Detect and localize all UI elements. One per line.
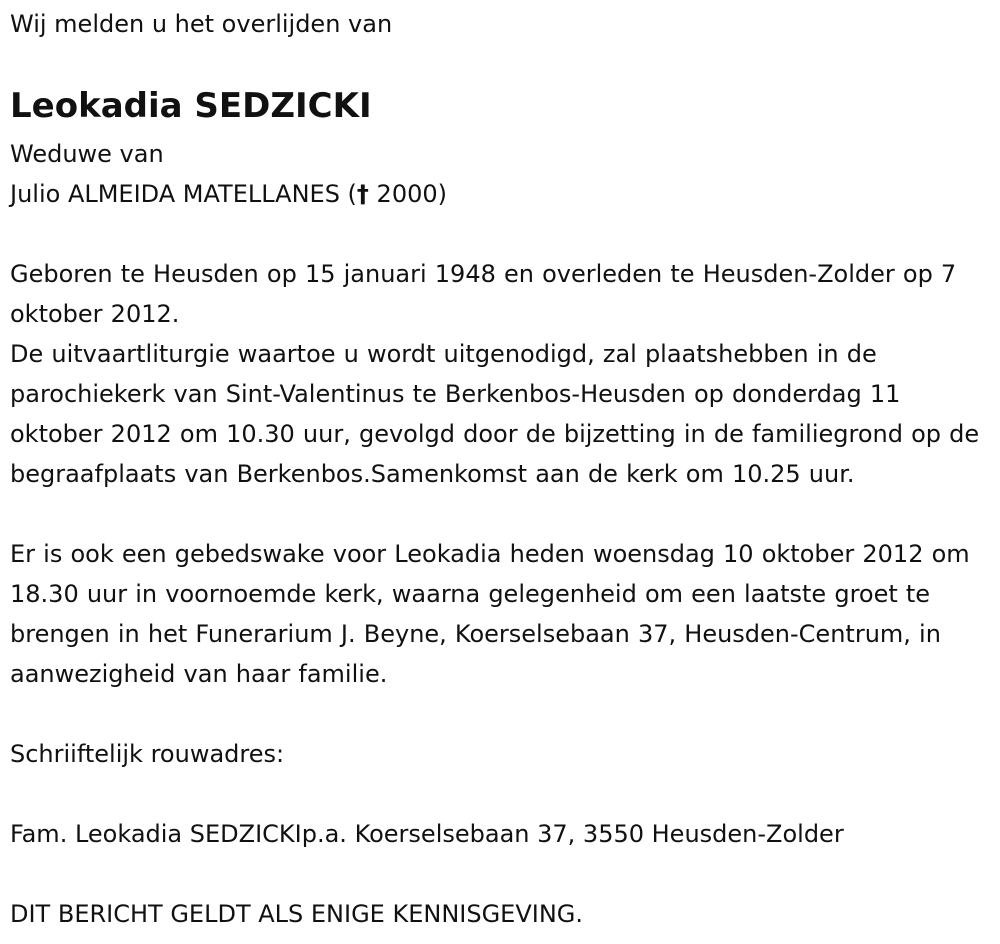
- funeral-paragraph: De uitvaartliturgie waartoe u wordt uitgenodigd, zal plaatshebben in de parochiekerk van Sint-Valentinus te Berkenbos-Heusden op donderdag 11 oktober 2012 om 10.30 uur, gevolgd door de bijzetting in de familiegrond op de begraafplaats van Berkenbos.Samenkomst aan de kerk om 10.25 uur.: [10, 340, 980, 488]
- cross-icon: †: [356, 180, 369, 208]
- condolence-address-label: Schriiftelijk rouwadres:: [10, 740, 285, 768]
- birth-death-paragraph: Geboren te Heusden op 15 januari 1948 en overleden te Heusden-Zolder op 7 oktober 2012.: [10, 260, 957, 328]
- spouse-name: Julio ALMEIDA MATELLANES (: [10, 180, 357, 208]
- notice-text: DIT BERICHT GELDT ALS ENIGE KENNISGEVING.: [10, 900, 584, 928]
- spouse-line: [10, 174, 447, 214]
- widow-label: Weduwe van: [10, 140, 164, 168]
- intro-text: Wij melden u het overlijden van: [10, 10, 393, 38]
- deceased-name: Leokadia SEDZICKI: [10, 86, 372, 126]
- spouse-death-year: 2000): [368, 180, 447, 208]
- condolence-address: Fam. Leokadia SEDZICKIp.a. Koerselsebaan 37, 3550 Heusden-Zolder: [10, 820, 844, 848]
- wake-paragraph: Er is ook een gebedswake voor Leokadia heden woensdag 10 oktober 2012 om 18.30 uur in voornoemde kerk, waarna gelegenheid om een laatste groet te brengen in het Funerarium J. Beyne, Koerselsebaan 37, Heusden-Centrum, in aanwezigheid van haar familie.: [10, 540, 970, 688]
